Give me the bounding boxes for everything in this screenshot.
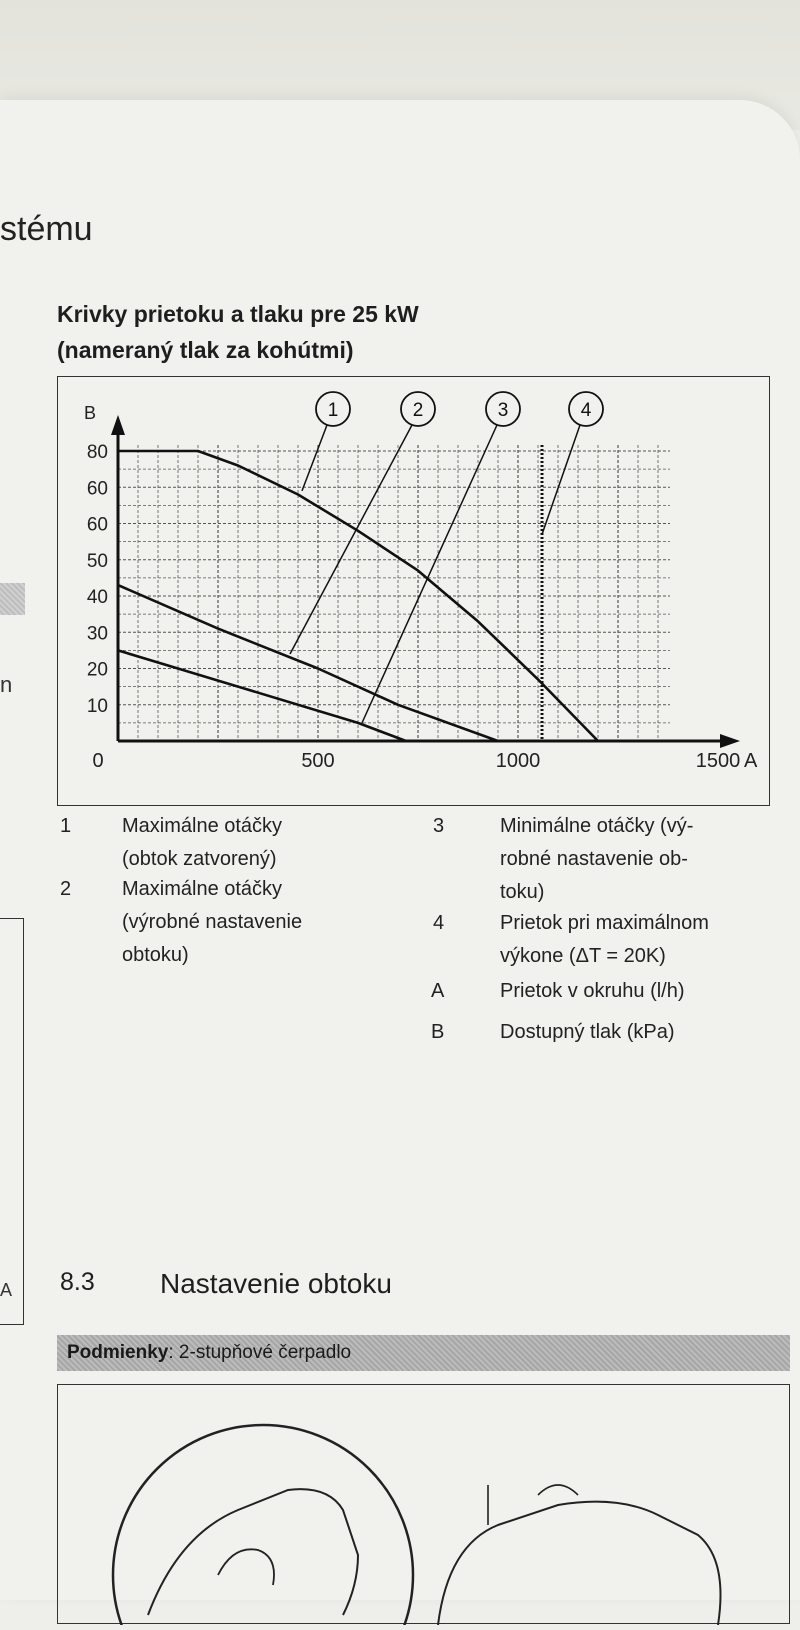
chart-title-line1: Krivky prietoku a tlaku pre 25 kW bbox=[57, 301, 419, 327]
legend-item-4 bbox=[500, 907, 709, 973]
conditions-label: Podmienky bbox=[67, 1342, 169, 1363]
y-tick-label: 60 bbox=[86, 478, 108, 500]
chart-frame bbox=[57, 376, 770, 806]
callout-leader-2 bbox=[290, 425, 412, 654]
x-tick-label: 1000 bbox=[495, 750, 541, 772]
x-tick-label: 500 bbox=[301, 750, 335, 772]
series-curve-3 bbox=[118, 650, 406, 741]
legend-item-2 bbox=[122, 873, 302, 972]
callout-leader-1 bbox=[302, 425, 327, 491]
conditions-text: : 2-stupňové čerpadlo bbox=[168, 1342, 352, 1363]
callout-leader-3 bbox=[362, 425, 497, 723]
y-tick-label: 50 bbox=[86, 550, 108, 572]
legend-num-3: 3 bbox=[433, 815, 445, 837]
margin-marker bbox=[0, 583, 25, 615]
legend-num-a: A bbox=[431, 980, 445, 1002]
legend-1-line1: Maximálne otáčky bbox=[122, 815, 283, 837]
legend-3-line2: robné nastavenie ob- bbox=[500, 848, 688, 870]
boiler-part-outline bbox=[438, 1502, 721, 1625]
legend-num-2: 2 bbox=[60, 878, 72, 900]
callout-leader-4 bbox=[542, 425, 580, 534]
legend-num-1: 1 bbox=[60, 815, 72, 837]
margin-text-a: A bbox=[0, 1280, 13, 1300]
chart-title-line2: (nameraný tlak za kohútmi) bbox=[57, 337, 354, 363]
margin-text-n: n bbox=[0, 672, 13, 697]
x-axis-arrow bbox=[720, 734, 740, 748]
legend-2-line1: Maximálne otáčky bbox=[122, 878, 283, 900]
x-tick-label: 0 bbox=[92, 750, 104, 772]
legend-3-line3: toku) bbox=[500, 881, 545, 903]
legend-item-3 bbox=[500, 810, 693, 909]
callout-label-1: 1 bbox=[327, 400, 339, 421]
bypass-illustration-frame bbox=[57, 1384, 790, 1624]
pump-part-outline bbox=[218, 1549, 274, 1585]
legend-2-line2: (výrobné nastavenie bbox=[122, 911, 303, 933]
section-title: Nastavenie obtoku bbox=[160, 1268, 392, 1299]
legend-num-b: B bbox=[431, 1021, 445, 1043]
legend-item-a bbox=[500, 975, 685, 1008]
detail-magnifier-circle bbox=[113, 1425, 413, 1625]
x-axis-label: A bbox=[744, 750, 758, 772]
legend-3-line1: Minimálne otáčky (vý- bbox=[500, 815, 694, 837]
legend-a-line1: Prietok v okruhu (l/h) bbox=[500, 980, 685, 1002]
legend-b-line1: Dostupný tlak (kPa) bbox=[500, 1021, 675, 1043]
y-axis-label: B bbox=[84, 403, 97, 423]
pressure-flow-chart bbox=[58, 377, 771, 807]
margin-frame bbox=[0, 918, 24, 1325]
chart-title bbox=[57, 296, 419, 368]
conditions-bar bbox=[57, 1335, 790, 1371]
x-tick-label: 1500 bbox=[695, 750, 741, 772]
legend-2-line3: obtoku) bbox=[122, 944, 189, 966]
section-title-partial: stému bbox=[0, 210, 93, 248]
y-tick-label: 10 bbox=[86, 695, 108, 717]
bypass-illustration bbox=[58, 1385, 791, 1625]
y-axis-arrow bbox=[111, 415, 125, 435]
legend-item-1 bbox=[122, 810, 282, 876]
y-tick-label: 60 bbox=[86, 514, 108, 536]
section-number: 8.3 bbox=[60, 1268, 95, 1296]
y-tick-label: 20 bbox=[86, 659, 108, 681]
pump-housing-outline bbox=[148, 1489, 358, 1615]
y-tick-label: 80 bbox=[86, 442, 108, 463]
legend-4-line1: Prietok pri maximálnom bbox=[500, 912, 709, 934]
callout-label-3: 3 bbox=[497, 400, 509, 421]
legend-num-4: 4 bbox=[433, 912, 445, 934]
callout-label-4: 4 bbox=[580, 400, 592, 421]
legend-item-b bbox=[500, 1016, 675, 1049]
series-curve-2 bbox=[118, 585, 498, 741]
y-tick-label: 40 bbox=[86, 587, 108, 608]
y-tick-label: 30 bbox=[86, 623, 108, 645]
legend-1-line2: (obtok zatvorený) bbox=[122, 848, 277, 870]
callout-label-2: 2 bbox=[412, 400, 424, 421]
legend-4-line2: výkone (ΔT = 20K) bbox=[500, 945, 666, 967]
